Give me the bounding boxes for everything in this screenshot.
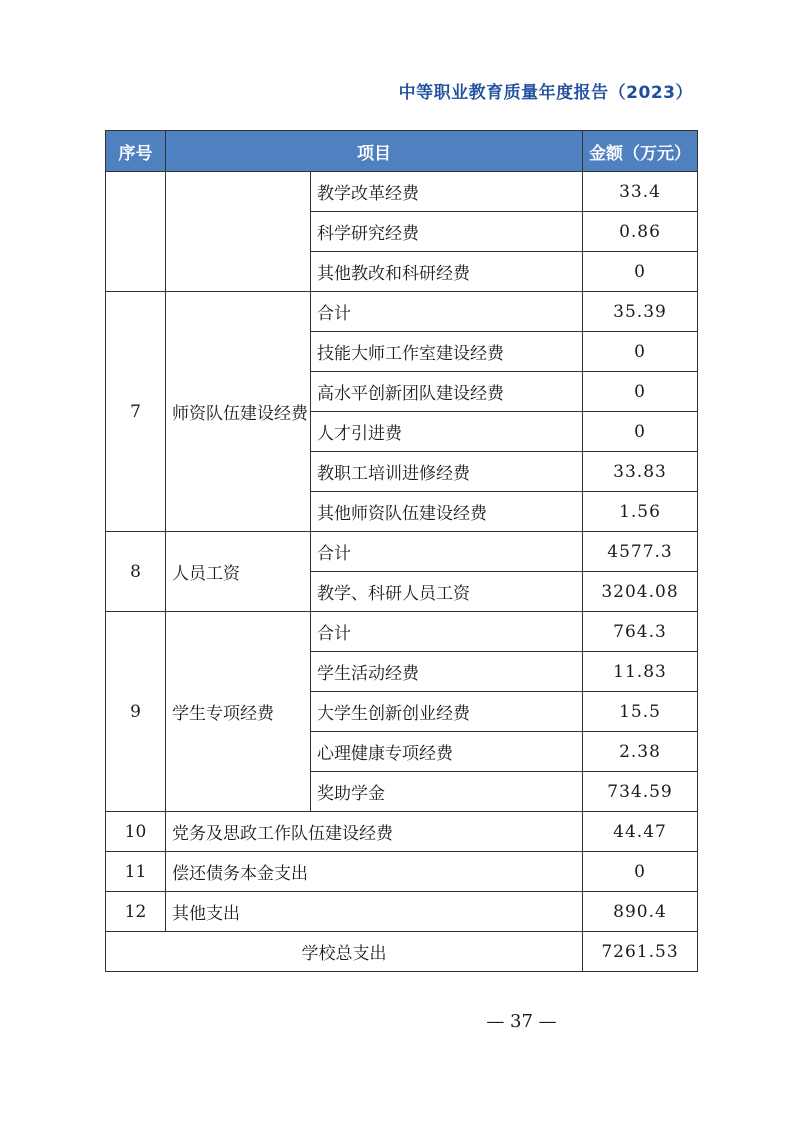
- total-label: 学校总支出: [106, 932, 583, 972]
- item-cell: 高水平创新团队建设经费: [311, 372, 583, 412]
- amount-cell: 15.5: [583, 692, 698, 732]
- total-row: [106, 932, 698, 972]
- seq-cell: 7: [106, 292, 166, 532]
- seq-cell: 9: [106, 612, 166, 812]
- table-row: [106, 812, 698, 852]
- category-cell: [166, 172, 311, 292]
- amount-cell: 890.4: [583, 892, 698, 932]
- amount-cell: 33.83: [583, 452, 698, 492]
- table-row: [106, 292, 698, 332]
- amount-cell: 0: [583, 332, 698, 372]
- category-cell: 偿还债务本金支出: [166, 852, 583, 892]
- amount-cell: 3204.08: [583, 572, 698, 612]
- total-amount: 7261.53: [583, 932, 698, 972]
- column-header-item: 项目: [166, 131, 583, 172]
- amount-cell: 4577.3: [583, 532, 698, 572]
- item-cell: 科学研究经费: [311, 212, 583, 252]
- budget-table: [105, 130, 698, 972]
- table-header-row: [106, 131, 698, 172]
- item-cell: 心理健康专项经费: [311, 732, 583, 772]
- item-cell: 其他师资队伍建设经费: [311, 492, 583, 532]
- item-cell: 教学、科研人员工资: [311, 572, 583, 612]
- seq-cell: 11: [106, 852, 166, 892]
- table-row: [106, 852, 698, 892]
- seq-cell: 10: [106, 812, 166, 852]
- item-cell: 合计: [311, 292, 583, 332]
- item-cell: 人才引进费: [311, 412, 583, 452]
- report-title: 中等职业教育质量年度报告（2023）: [398, 83, 693, 103]
- column-header-amount: 金额（万元）: [583, 131, 698, 172]
- seq-cell: 12: [106, 892, 166, 932]
- table-row: [106, 172, 698, 212]
- category-cell: 师资队伍建设经费: [166, 292, 311, 532]
- category-cell: 党务及思政工作队伍建设经费: [166, 812, 583, 852]
- item-cell: 合计: [311, 532, 583, 572]
- page-number: — 37 —: [486, 1011, 557, 1032]
- item-cell: 大学生创新创业经费: [311, 692, 583, 732]
- item-cell: 其他教改和科研经费: [311, 252, 583, 292]
- category-cell: 学生专项经费: [166, 612, 311, 812]
- category-cell: 人员工资: [166, 532, 311, 612]
- table-row: [106, 612, 698, 652]
- amount-cell: 2.38: [583, 732, 698, 772]
- amount-cell: 0: [583, 412, 698, 452]
- amount-cell: 0: [583, 852, 698, 892]
- amount-cell: 33.4: [583, 172, 698, 212]
- category-cell: 其他支出: [166, 892, 583, 932]
- item-cell: 奖助学金: [311, 772, 583, 812]
- seq-cell: [106, 172, 166, 292]
- item-cell: 合计: [311, 612, 583, 652]
- amount-cell: 44.47: [583, 812, 698, 852]
- amount-cell: 734.59: [583, 772, 698, 812]
- amount-cell: 1.56: [583, 492, 698, 532]
- item-cell: 学生活动经费: [311, 652, 583, 692]
- column-header-seq: 序号: [106, 131, 166, 172]
- table-row: [106, 532, 698, 572]
- amount-cell: 0.86: [583, 212, 698, 252]
- amount-cell: 764.3: [583, 612, 698, 652]
- amount-cell: 0: [583, 372, 698, 412]
- item-cell: 技能大师工作室建设经费: [311, 332, 583, 372]
- amount-cell: 11.83: [583, 652, 698, 692]
- amount-cell: 35.39: [583, 292, 698, 332]
- item-cell: 教职工培训进修经费: [311, 452, 583, 492]
- seq-cell: 8: [106, 532, 166, 612]
- amount-cell: 0: [583, 252, 698, 292]
- item-cell: 教学改革经费: [311, 172, 583, 212]
- table-row: [106, 892, 698, 932]
